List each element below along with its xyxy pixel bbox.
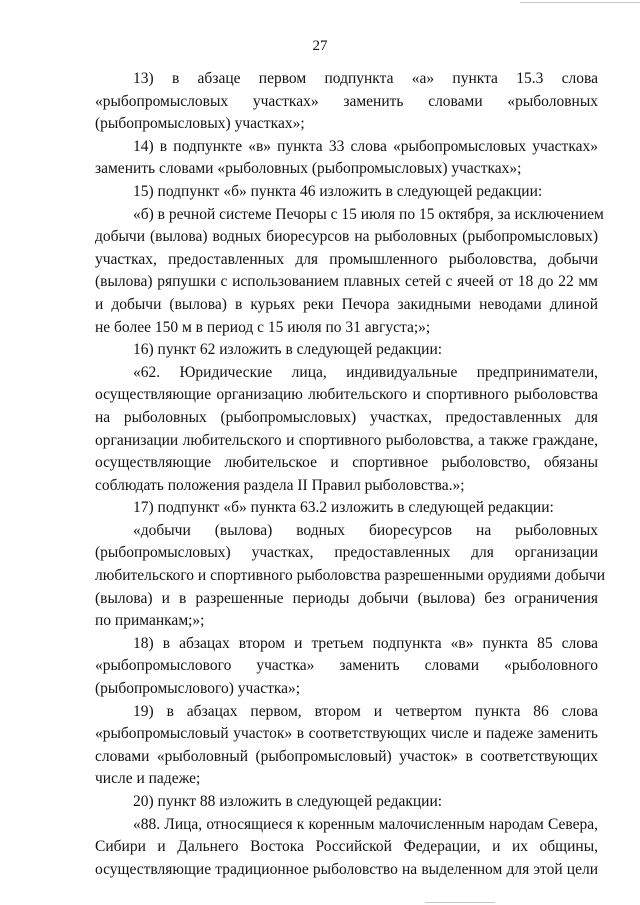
paragraph-13-line-3: (рыбопромысловых) участках»; xyxy=(95,115,305,133)
paragraph-16-quote-line-3: на рыболовных (рыбопромысловых) участках, предоставленных для xyxy=(95,408,598,426)
paragraph-17-quote-line-1: «добычи (вылова) водных биоресурсов на рыболовных xyxy=(133,521,598,539)
paragraph-14-line-2: заменить словами «рыболовных (рыбопромысловых) участках»; xyxy=(95,160,522,178)
paragraph-16-quote-line-6: соблюдать положения раздела II Правил рыболовства.»; xyxy=(95,476,465,494)
paragraph-15-quote-line-5: и добычи (вылова) в курьях реки Печора закидными неводами длиной xyxy=(95,295,598,313)
scan-artifact-top xyxy=(520,2,640,3)
paragraph-17-quote-line-3: любительского и спортивного рыболовства разрешенными орудиями добычи xyxy=(95,567,605,585)
paragraph-20-quote-line-3: осуществляющие традиционное рыболовство на выделенном для этой цели xyxy=(95,860,598,878)
paragraph-15-quote-line-2: добычи (вылова) водных биоресурсов на рыболовных (рыбопромысловых) xyxy=(95,228,598,246)
paragraph-15-quote-line-1: «б) в речной системе Печоры с 15 июля по 15 октября, за исключением xyxy=(133,205,604,223)
paragraph-16-quote-line-1: «62. Юридические лица, индивидуальные предприниматели, xyxy=(133,363,598,381)
paragraph-18-line-3: (рыбопромыслового) участка»; xyxy=(95,680,301,698)
paragraph-16-line-1: 16) пункт 62 изложить в следующей редакции: xyxy=(133,341,443,359)
paragraph-18-line-2: «рыбопромыслового участка» заменить словами «рыболовного xyxy=(95,657,598,675)
paragraph-15-quote-line-6: не более 150 м в период с 15 июля по 31 августа;»; xyxy=(95,318,431,336)
paragraph-17-quote-line-2: (рыбопромысловых) участках, предоставленных для организации xyxy=(95,544,598,562)
paragraph-19-line-2: «рыбопромысловый участок» в соответствующих числе и падеже заменить xyxy=(95,725,598,743)
paragraph-16-quote-line-5: осуществляющие любительское и спортивное рыболовство, обязаны xyxy=(95,454,598,472)
paragraph-19-line-1: 19) в абзацах первом, втором и четвертом пункта 86 слова xyxy=(133,702,598,720)
page-number: 27 xyxy=(312,38,328,54)
paragraph-14-line-1: 14) в подпункте «в» пункта 33 слова «рыбопромысловых участках» xyxy=(133,137,598,155)
paragraph-20-line-1: 20) пункт 88 изложить в следующей редакции: xyxy=(133,793,443,810)
paragraph-16-quote-line-4: организации любительского и спортивного рыболовства, а также граждане, xyxy=(95,431,598,449)
paragraph-15-line-1: 15) подпункт «б» пункта 46 изложить в следующей редакции: xyxy=(133,182,543,200)
paragraph-19-line-4: числе и падеже; xyxy=(95,770,201,788)
paragraph-15-quote-line-3: участках, предоставленных для промышленного рыболовства, добычи xyxy=(95,250,598,268)
paragraph-13-line-2: «рыбопромысловых участках» заменить словами «рыболовных xyxy=(95,92,598,110)
scan-artifact-bottom xyxy=(425,902,495,903)
paragraph-15-quote-line-4: (вылова) ряпушки с использованием плавных сетей с ячеей от 18 до 22 мм xyxy=(95,273,598,291)
document-body xyxy=(95,68,605,881)
paragraph-17-quote-line-4: (вылова) и в разрешенные периоды добычи (вылова) без ограничения xyxy=(95,589,598,607)
paragraph-20-quote-line-1: «88. Лица, относящиеся к коренным малочисленным народам Севера, xyxy=(133,815,598,833)
paragraph-18-line-1: 18) в абзацах втором и третьем подпункта «в» пункта 85 слова xyxy=(133,634,598,652)
paragraph-20-quote-line-2: Сибири и Дальнего Востока Российской Федерации, и их общины, xyxy=(95,838,598,856)
paragraph-17-quote-line-5: по приманкам;»; xyxy=(95,612,205,630)
paragraph-13-line-1: 13) в абзаце первом подпункта «а» пункта 15.3 слова xyxy=(133,70,598,87)
paragraph-19-line-3: словами «рыболовный (рыбопромысловый) участок» в соответствующих xyxy=(95,747,598,765)
paragraph-16-quote-line-2: осуществляющие организацию любительского и спортивного рыболовства xyxy=(95,386,598,404)
paragraph-17-line-1: 17) подпункт «б» пункта 63.2 изложить в следующей редакции: xyxy=(133,499,554,517)
